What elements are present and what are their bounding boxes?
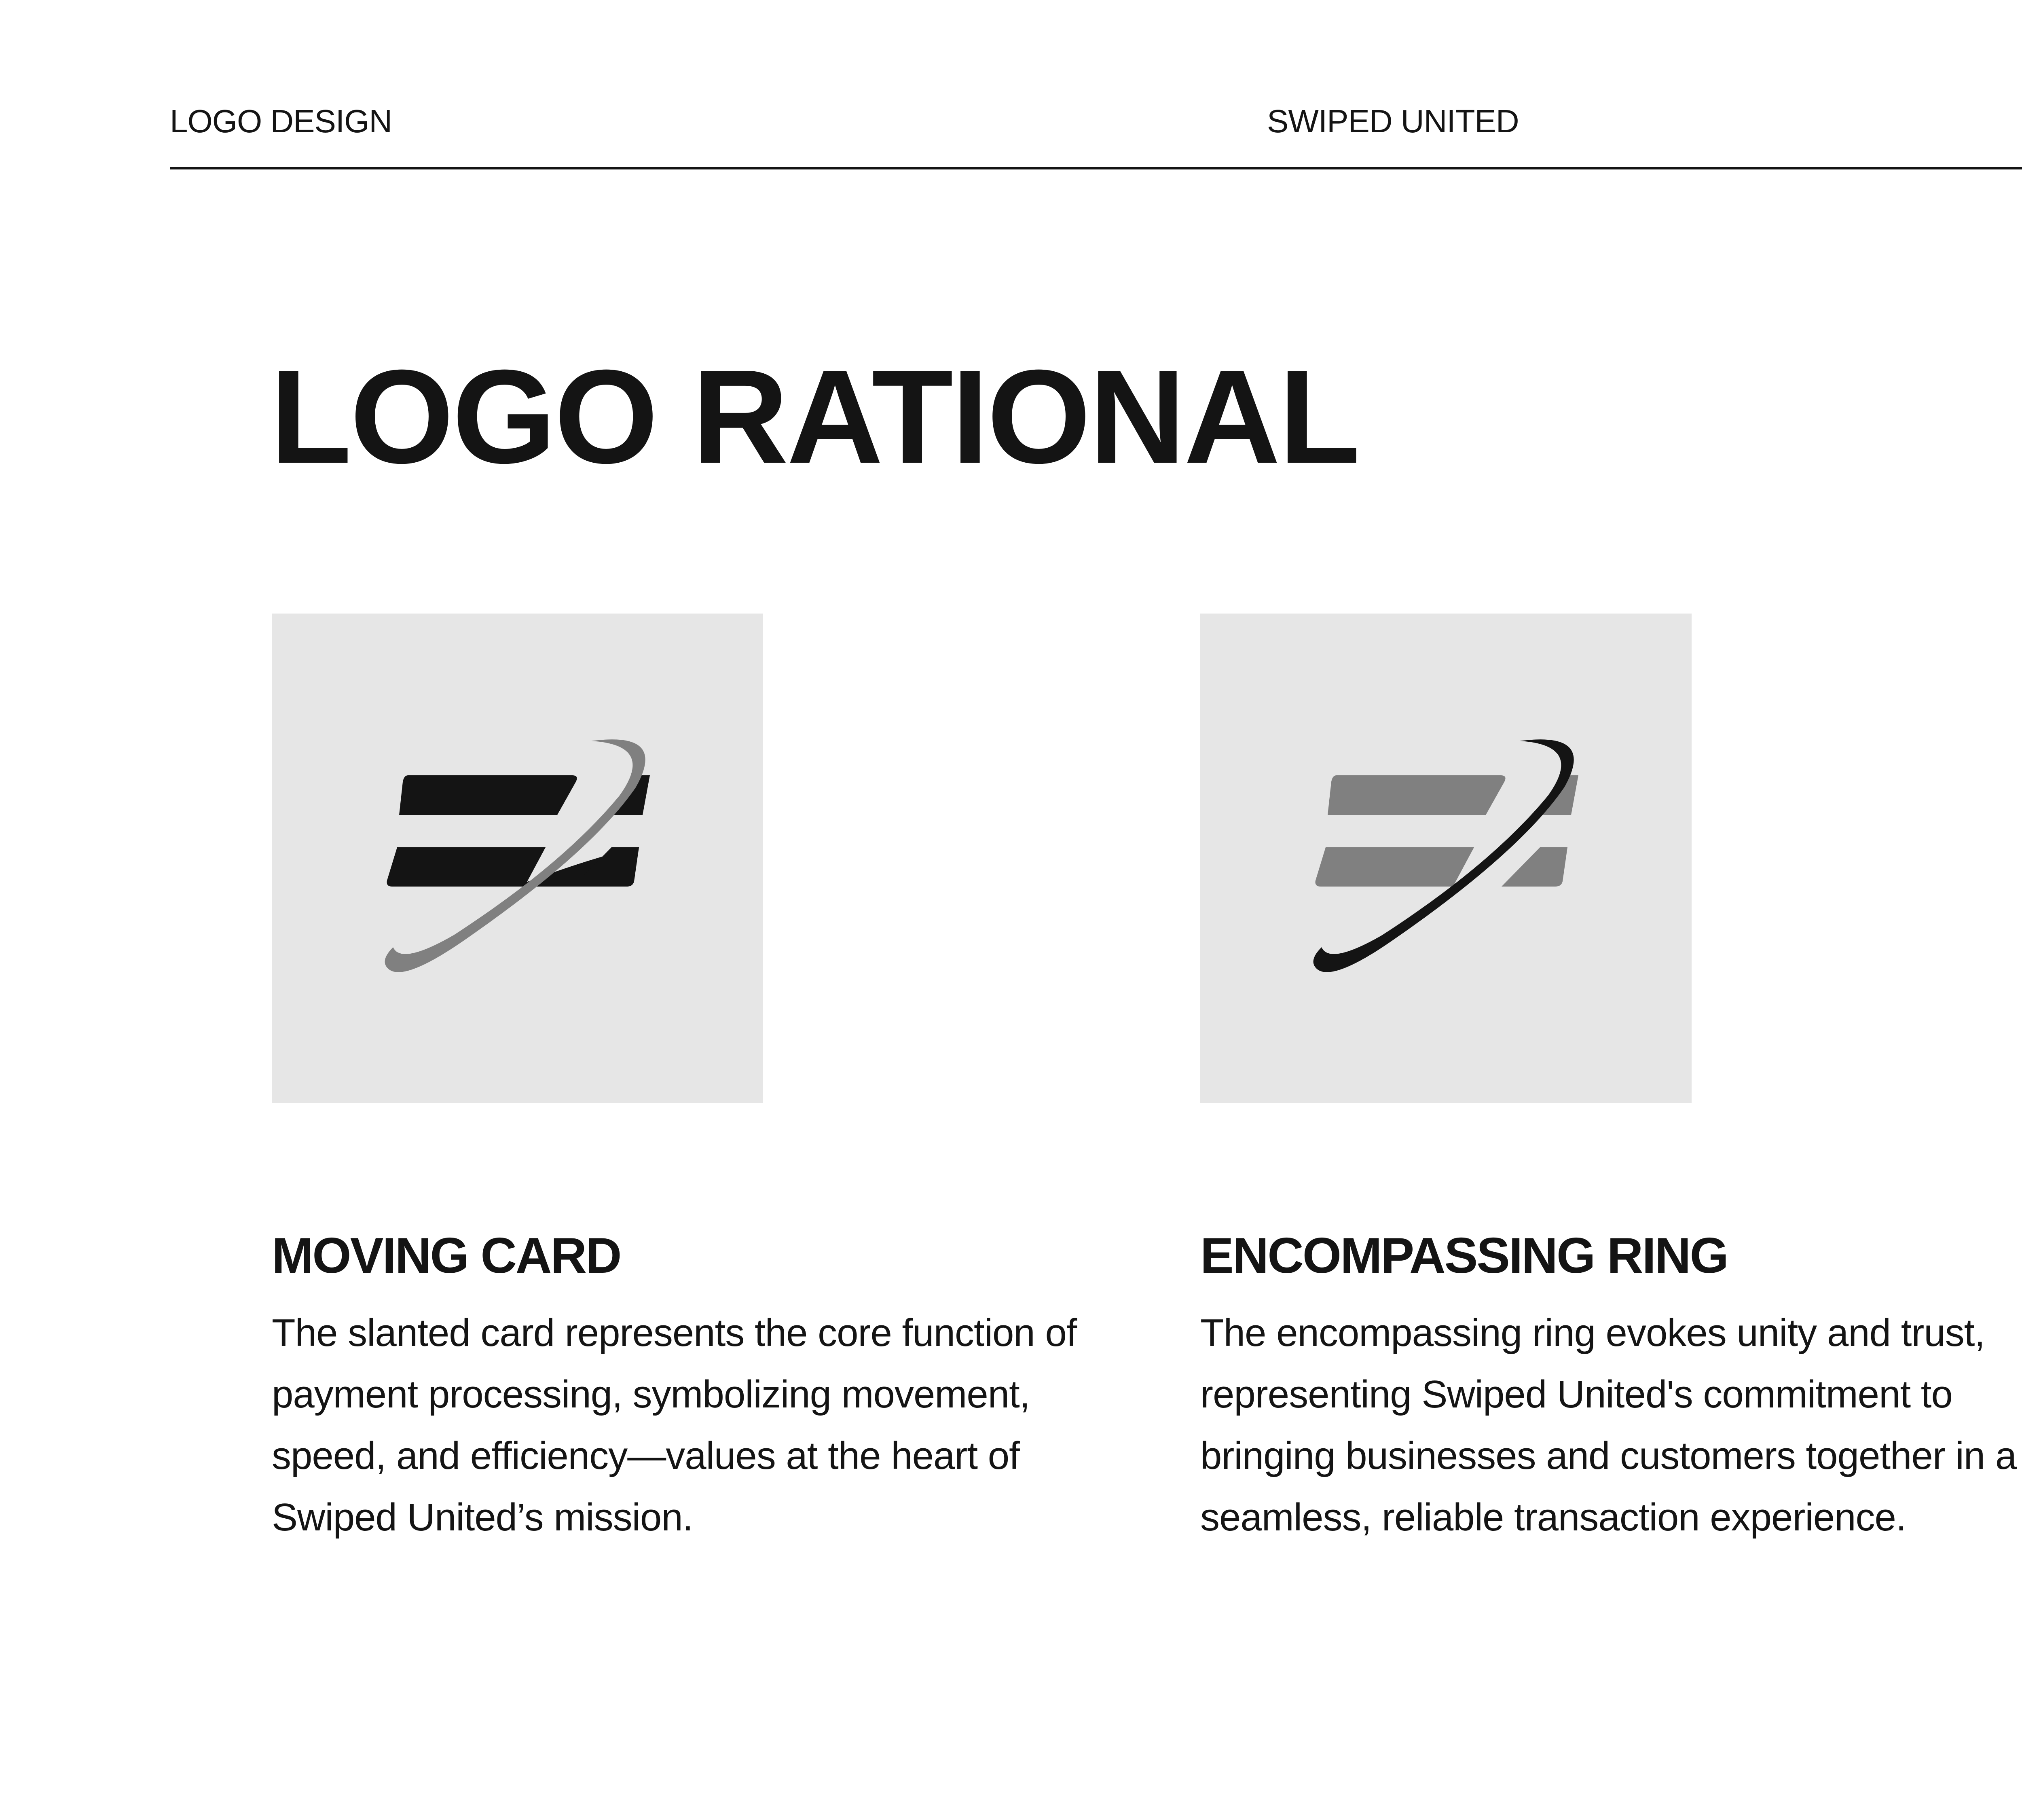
header-divider <box>170 167 2022 169</box>
section-moving-card <box>272 1221 1101 1548</box>
page-title: LOGO RATIONAL <box>270 342 1359 491</box>
logo-tile-encompassing-ring <box>1200 614 1692 1103</box>
header-left-label: LOGO DESIGN <box>170 103 392 139</box>
card-ring-icon <box>272 614 763 1103</box>
section-encompassing-ring <box>1200 1221 2022 1548</box>
section-heading: MOVING CARD <box>272 1228 621 1284</box>
card-shape <box>1316 775 1578 887</box>
section-body: The encompassing ring evokes unity and trust, representing Swiped United's commitment to bringing businesses and customers together in a seamless, reliable transaction experience. <box>1200 1311 2017 1539</box>
section-heading: ENCOMPASSING RING <box>1200 1228 1728 1284</box>
card-shape <box>387 775 650 887</box>
section-body: The slanted card represents the core function of payment processing, symbolizing movement, speed, and efficiency—values at the heart of Swiped United’s mission. <box>272 1311 1077 1539</box>
header-center-label: SWIPED UNITED <box>1267 103 1519 139</box>
card-ring-icon <box>1200 614 1692 1103</box>
logo-tile-moving-card <box>272 614 763 1103</box>
